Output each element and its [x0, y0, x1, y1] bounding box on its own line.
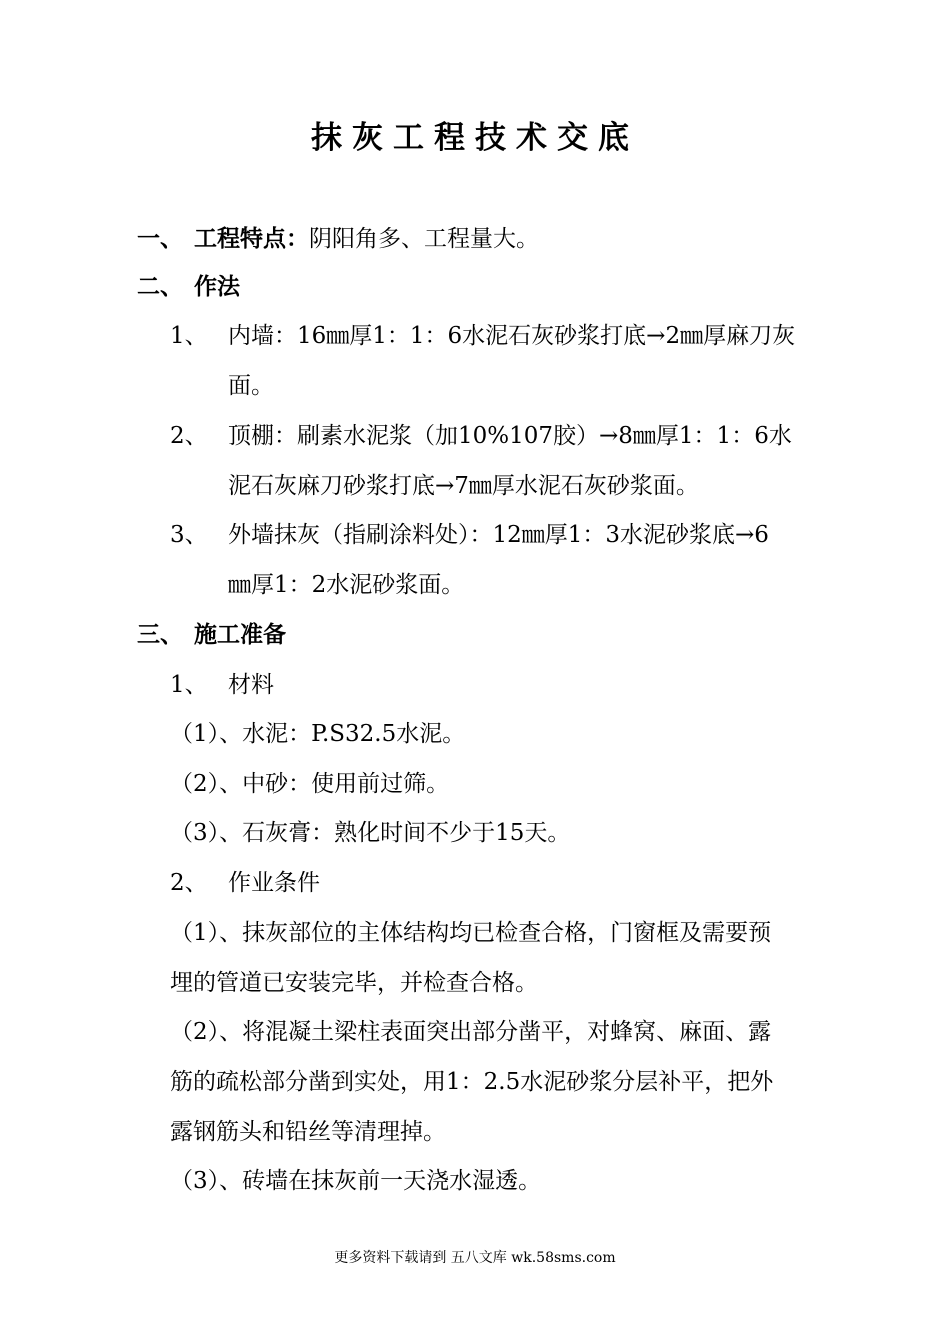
- material-item: （1）、水泥：P.S32.5水泥。: [170, 721, 466, 747]
- method-item-1-cont: 面。: [228, 373, 274, 399]
- document-title: 抹灰工程技术交底: [311, 120, 639, 156]
- section-label: 工程特点：: [194, 225, 309, 252]
- method-item-2: [170, 421, 792, 451]
- condition-item-1-line: （1）、抹灰部位的主体结构均已检查合格，门窗框及需要预: [170, 920, 772, 946]
- item-label: 材料: [228, 672, 274, 698]
- prep-conditions-heading: [170, 868, 320, 898]
- section-label: 作法: [194, 273, 240, 300]
- section-label: 施工准备: [194, 621, 286, 648]
- method-item-2-cont: 泥石灰麻刀砂浆打底→7㎜厚水泥石灰砂浆面。: [228, 473, 699, 499]
- item-number: 1、: [170, 672, 208, 698]
- condition-item-3-line: （3）、砖墙在抹灰前一天浇水湿透。: [170, 1168, 542, 1194]
- section-number: 三、: [137, 621, 183, 648]
- method-item-3: [170, 520, 769, 550]
- method-item-1: [170, 321, 795, 351]
- condition-item-1-line: 埋的管道已安装完毕，并检查合格。: [170, 970, 538, 996]
- section-number: 一、: [137, 225, 183, 252]
- material-item: （3）、石灰膏：熟化时间不少于15天。: [170, 820, 571, 846]
- method-item-3-cont: ㎜厚1：2水泥砂浆面。: [228, 572, 465, 598]
- condition-item-2-line: （2）、将混凝土梁柱表面突出部分凿平，对蜂窝、麻面、露: [170, 1019, 772, 1045]
- section-number: 二、: [137, 273, 183, 300]
- item-text: 顶棚：刷素水泥浆（加10%107胶）→8㎜厚1：1：6水: [228, 423, 792, 449]
- condition-item-2-line: 筋的疏松部分凿到实处，用1：2.5水泥砂浆分层补平，把外: [170, 1069, 774, 1095]
- section-3-heading: [137, 620, 286, 650]
- item-text: 外墙抹灰（指刷涂料处）：12㎜厚1：3水泥砂浆底→6: [228, 522, 769, 548]
- footer-text: 更多资料下载请到 五八文库 wk.58sms.com: [334, 1250, 616, 1266]
- section-1-heading: [137, 224, 539, 254]
- item-label: 作业条件: [228, 870, 320, 896]
- item-number: 2、: [170, 870, 208, 896]
- prep-materials-heading: [170, 670, 274, 700]
- item-number: 3、: [170, 522, 208, 548]
- item-number: 1、: [170, 323, 208, 349]
- section-2-heading: [137, 272, 240, 302]
- material-item: （2）、中砂：使用前过筛。: [170, 771, 450, 797]
- item-text: 内墙：16㎜厚1：1：6水泥石灰砂浆打底→2㎜厚麻刀灰: [228, 323, 796, 349]
- section-text: 阴阳角多、工程量大。: [309, 226, 539, 252]
- condition-item-2-line: 露钢筋头和铅丝等清理掉。: [170, 1119, 446, 1145]
- item-number: 2、: [170, 423, 208, 449]
